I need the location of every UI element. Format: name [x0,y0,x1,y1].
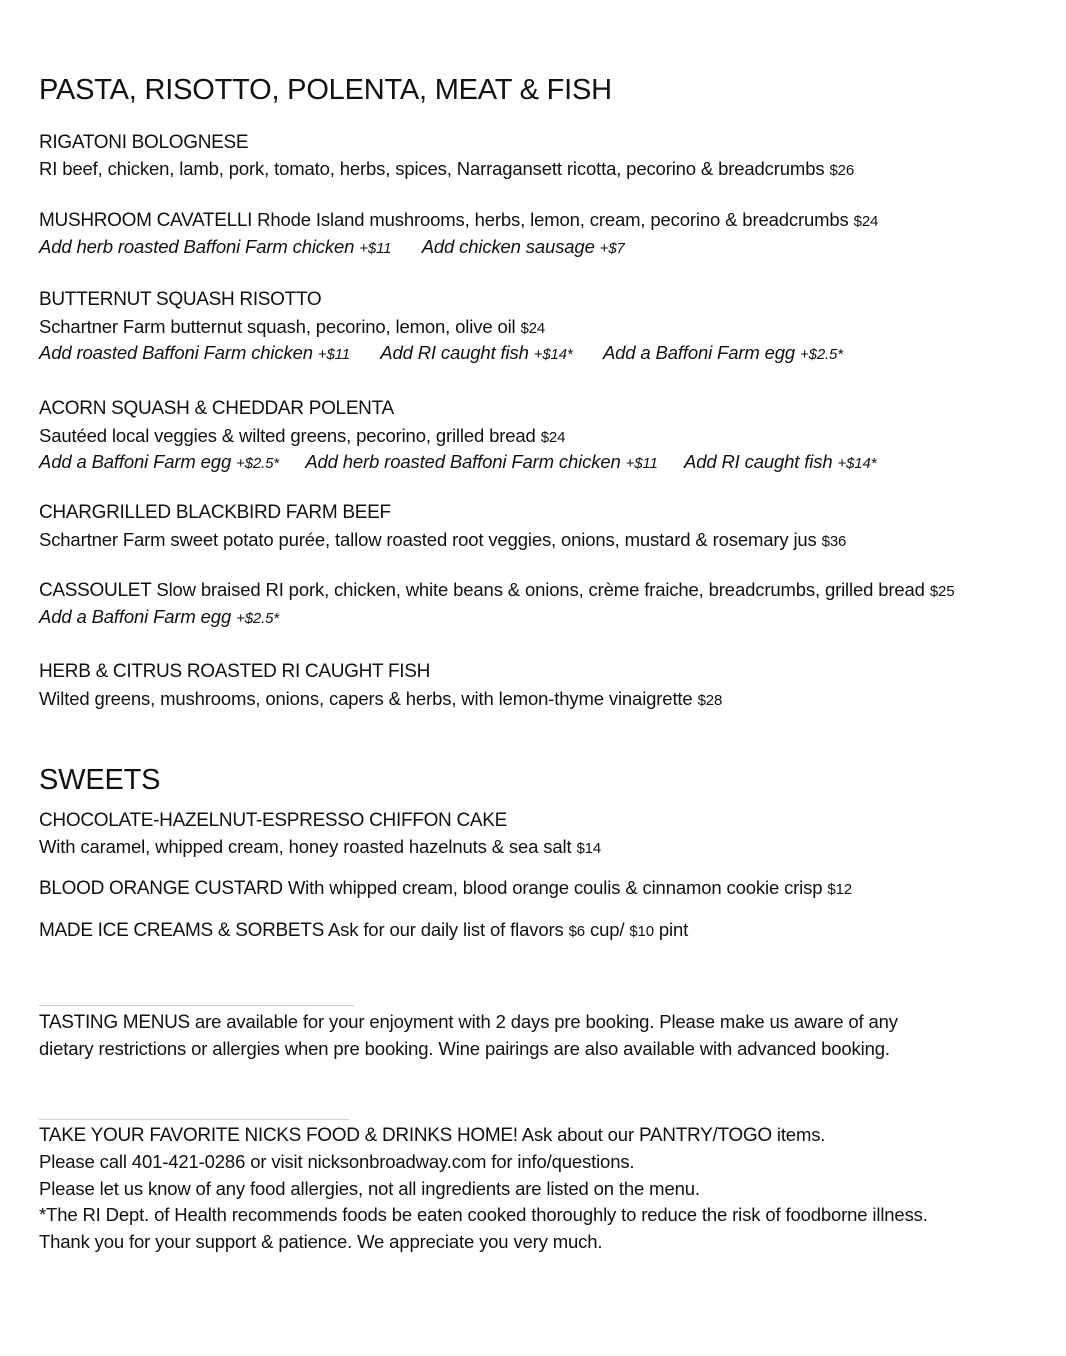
item-row-cavatelli [39,208,878,234]
addon-text: Add roasted Baffoni Farm chicken [39,342,313,363]
item-name-chiffon-cake: CHOCOLATE-HAZELNUT-ESPRESSO CHIFFON CAKE [39,810,507,831]
footer-line-1 [39,1123,825,1148]
addons-cassoulet [39,605,279,631]
addon-text: Add RI caught fish [684,451,833,472]
tasting-line-1 [39,1010,898,1035]
item-name-beef: CHARGRILLED BLACKBIRD FARM BEEF [39,502,391,523]
footer-text: Ask about our [521,1124,634,1145]
item-row-cassoulet [39,578,954,604]
item-row-ice-cream [39,918,688,944]
item-desc-risotto [39,315,545,341]
addon-text: Add a Baffoni Farm egg [602,342,796,363]
item-price: $24 [540,429,566,446]
pantry-label: PANTRY/TOGO [638,1125,772,1146]
addon-text: Add herb roasted Baffoni Farm chicken [305,451,621,472]
item-description: Slow braised RI pork, chicken, white beans & onions, crème fraiche, breadcrumbs, grilled bread [156,579,925,600]
item-description: RI beef, chicken, lamb, pork, tomato, herbs, spices, Narragansett ricotta, pecorino & breadcrumbs [39,158,825,179]
section-title-pasta: PASTA, RISOTTO, POLENTA, MEAT & FISH [39,74,612,106]
addon-price: +$14* [533,346,573,363]
item-price: $24 [520,320,546,337]
pint-label: pint [658,919,689,940]
item-price: $28 [697,692,723,709]
section-title-sweets: SWEETS [39,764,161,796]
footer-health-notice: *The RI Dept. of Health recommends foods be eaten cooked thoroughly to reduce the risk of foodborne illness. [39,1204,928,1225]
addon-text: Add herb roasted Baffoni Farm chicken [39,236,355,257]
tasting-text: are available for your enjoyment with 2 days pre booking. Please make us aware of any [194,1011,898,1032]
takehome-label: TAKE YOUR FAVORITE NICKS FOOD & DRINKS HOME! [39,1125,518,1146]
item-name-fish: HERB & CITRUS ROASTED RI CAUGHT FISH [39,661,431,682]
addons-polenta [39,450,876,476]
item-price: $24 [853,213,879,230]
item-description: With caramel, whipped cream, honey roasted hazelnuts & sea salt [39,836,572,857]
addon-price: +$2.5* [236,455,279,472]
addon-price: +$11 [359,240,392,257]
addon-text: Add a Baffoni Farm egg [39,606,232,627]
item-desc-polenta [39,424,565,450]
addon-price: +$2.5* [800,346,843,363]
item-name-risotto: BUTTERNUT SQUASH RISOTTO [39,289,322,310]
item-row-custard [39,876,852,902]
item-description: With whipped cream, blood orange coulis & cinnamon cookie crisp [287,877,823,898]
tasting-line-2: dietary restrictions or allergies when pre booking. Wine pairings are also available with advanced booking. [39,1038,890,1059]
item-description: Ask for our daily list of flavors [327,919,564,940]
item-description: Schartner Farm butternut squash, pecorino, lemon, olive oil [39,316,516,337]
addon-price: +$7 [599,240,625,257]
addon-price: +$14* [837,455,877,472]
addon-price: +$11 [317,346,350,363]
item-description: Wilted greens, mushrooms, onions, capers & herbs, with lemon-thyme vinaigrette [39,688,693,709]
divider-footer [39,1119,349,1120]
item-price: $25 [929,583,955,600]
addon-text: Add chicken sausage [421,236,595,257]
item-name-ice-cream: MADE ICE CREAMS & SORBETS [39,920,324,941]
divider-tasting [39,1005,354,1006]
footer-contact: Please call 401-421-0286 or visit nicksonbroadway.com for info/questions. [39,1151,635,1172]
item-price: $36 [821,533,847,550]
item-name-polenta: ACORN SQUASH & CHEDDAR POLENTA [39,398,394,419]
addons-cavatelli [39,235,625,261]
item-description: Schartner Farm sweet potato purée, tallow roasted root veggies, onions, mustard & rosemary jus [39,529,817,550]
item-price: $26 [829,162,855,179]
item-description: Sautéed local veggies & wilted greens, pecorino, grilled bread [39,425,536,446]
item-desc-fish [39,687,722,713]
item-name-cassoulet: CASSOULET [39,580,152,601]
item-price-cup: $6 [568,923,585,940]
item-name-custard: BLOOD ORANGE CUSTARD [39,878,283,899]
item-desc-beef [39,528,846,554]
addons-risotto [39,341,843,367]
tasting-label: TASTING MENUS [39,1012,190,1033]
addon-text: Add RI caught fish [380,342,529,363]
item-price: $14 [576,840,602,857]
item-name-cavatelli: MUSHROOM CAVATELLI [39,210,253,231]
footer-thanks: Thank you for your support & patience. We appreciate you very much. [39,1231,603,1252]
item-description: Rhode Island mushrooms, herbs, lemon, cream, pecorino & breadcrumbs [257,209,849,230]
footer-text: items. [776,1124,826,1145]
item-name-rigatoni: RIGATONI BOLOGNESE [39,132,249,153]
footer-allergies: Please let us know of any food allergies, not all ingredients are listed on the menu. [39,1178,700,1199]
item-desc-chiffon-cake [39,835,601,861]
addon-price: +$11 [625,455,658,472]
cup-label: cup/ [589,919,625,940]
item-price-pint: $10 [629,923,654,940]
addon-text: Add a Baffoni Farm egg [39,451,232,472]
item-desc-rigatoni [39,157,854,183]
item-price: $12 [827,881,852,898]
addon-price: +$2.5* [236,610,279,627]
